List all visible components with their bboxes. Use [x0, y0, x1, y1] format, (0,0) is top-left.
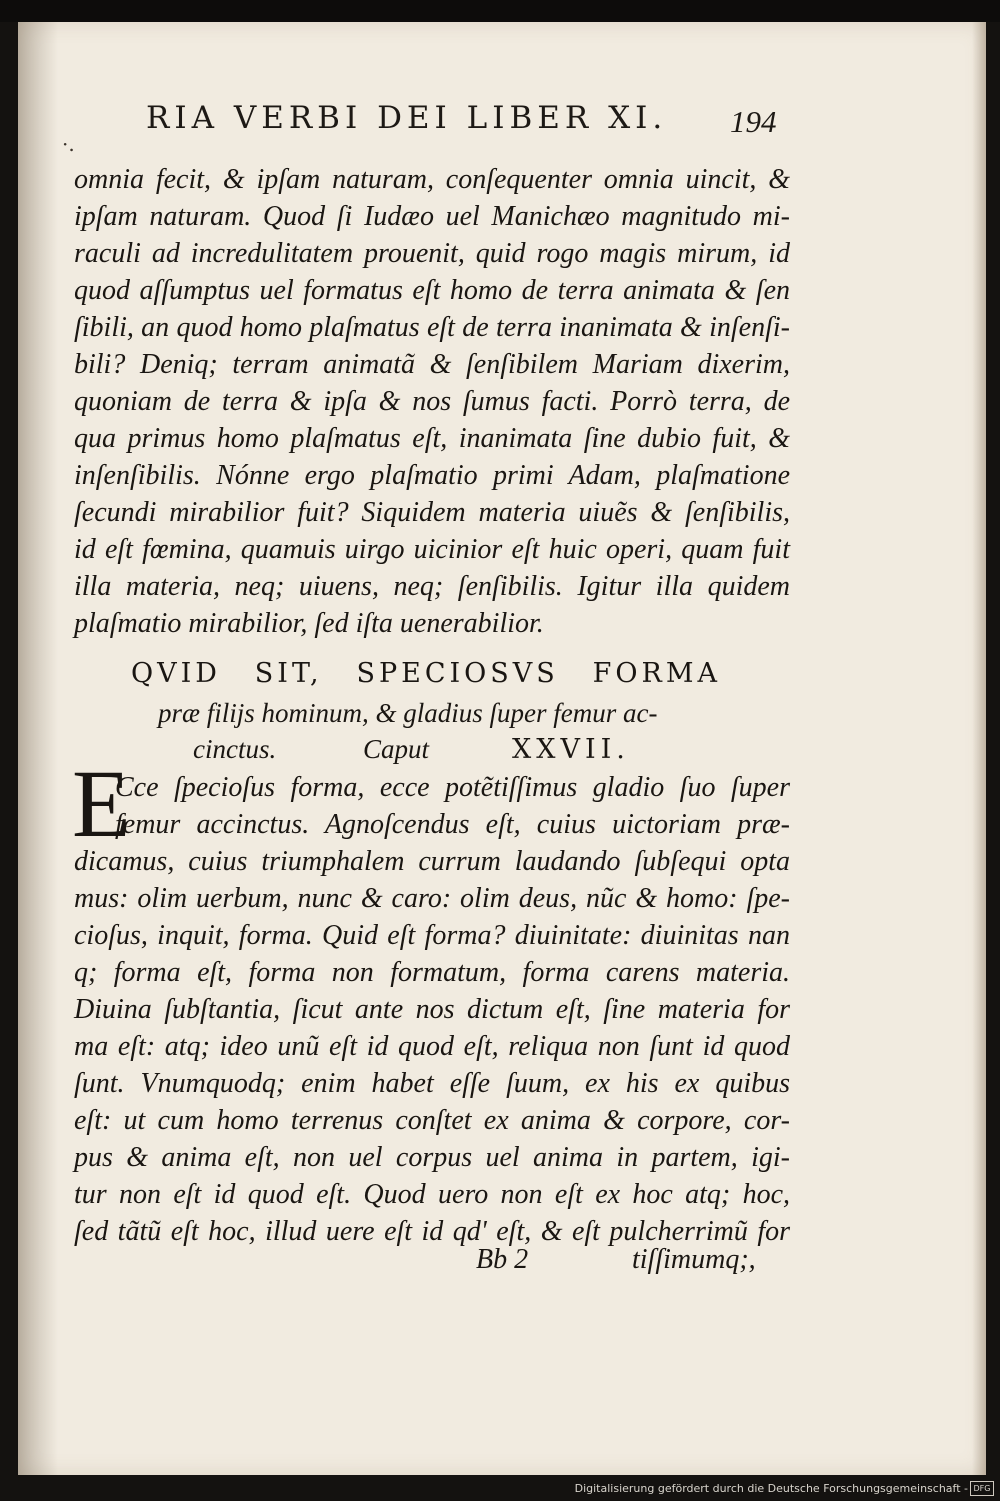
text-line: ſunt. Vnumquodq; enim habet eſſe ſuum, ex his ex quibus: [74, 1068, 790, 1099]
text-line: eſt: ut cum homo terrenus conſtet ex anima & corpore, cor-: [74, 1105, 790, 1136]
text-line: Cce ſpecioſus forma, ecce potẽtiſſimus gladio ſuo ſuper: [115, 772, 790, 803]
signature-mark: Bb 2: [476, 1244, 529, 1275]
margin-mark: ·.: [62, 132, 75, 156]
caput-label: Caput: [363, 734, 430, 764]
text-line: raculi ad incredulitatem prouenit, quid rogo magis mirum, id: [74, 238, 790, 269]
text-line: id eſt fœmina, quamuis uirgo uicinior eſt huic operi, quam fuit: [74, 534, 790, 565]
drop-cap-initial: E: [72, 750, 131, 857]
text-line: ipſam naturam. Quod ſi Iudæo uel Manichæo magnitudo mi-: [74, 201, 790, 232]
text-line: ma eſt: atq; ideo unũ eſt id quod eſt, reliqua non ſunt id quod: [74, 1031, 790, 1062]
chapter-subheading-end: cinctus.: [193, 734, 277, 764]
text-line: inſenſibilis. Nónne ergo plaſmatio primi Adam, plaſmatione: [74, 460, 790, 491]
catchword: tiſſimumq;,: [632, 1244, 756, 1275]
text-line: femur accinctus. Agnoſcendus eſt, cuius uictoriam præ-: [115, 809, 790, 840]
text-line: mus: olim uerbum, nunc & caro: olim deus, nũc & homo: ſpe-: [74, 883, 790, 914]
text-line: ſed tãtũ eſt hoc, illud uere eſt id qd' eſt, & eſt pulcherrimũ for: [74, 1216, 790, 1247]
text-line: ſecundi mirabilior fuit? Siquidem materia uiuẽs & ſenſibilis,: [74, 497, 790, 528]
text-line: pus & anima eſt, non uel corpus uel anima in partem, igi-: [74, 1142, 790, 1173]
text-line: quod aſſumptus uel formatus eſt homo de terra animata & ſen: [74, 275, 790, 306]
text-line: plaſmatio mirabilior, ſed iſta uenerabilior.: [74, 608, 544, 639]
text-line: quoniam de terra & ipſa & nos ſumus facti. Porrò terra, de: [74, 386, 790, 417]
funding-note: Digitalisierung gefördert durch die Deutsche Forschungsgemeinschaft -: [574, 1482, 968, 1495]
dfg-logo[interactable]: DFG: [970, 1481, 994, 1496]
folio-number: 194: [730, 104, 777, 139]
text-line: Diuina ſubſtantia, ſicut ante nos dictum eſt, ſine materia for: [74, 994, 790, 1025]
chapter-subheading: præ filijs hominum, & gladius ſuper femur ac-: [158, 698, 658, 728]
viewer-top-bar: [0, 0, 1000, 22]
text-line: tur non eſt id quod eſt. Quod uero non eſt ex hoc atq; hoc,: [74, 1179, 790, 1210]
text-line: ſibili, an quod homo plaſmatus eſt de terra inanimata & inſenſi-: [74, 312, 790, 343]
text-line: omnia fecit, & ipſam naturam, conſequenter omnia uincit, &: [74, 164, 790, 195]
running-head: [18, 100, 986, 150]
chapter-heading: QVID SIT, SPECIOSVS FORMA: [131, 658, 721, 689]
book-page: [18, 22, 986, 1475]
text-line: dicamus, cuius triumphalem currum laudando ſubſequi opta: [74, 846, 790, 877]
text-line: qua primus homo plaſmatus eſt, inanimata ſine dubio fuit, &: [74, 423, 790, 454]
footer-bar: [0, 1475, 1000, 1501]
running-title: RIA VERBI DEI LIBER XI.: [146, 100, 668, 136]
text-line: cioſus, inquit, forma. Quid eſt forma? diuinitate: diuinitas nan: [74, 920, 790, 951]
chapter-number: XXVII.: [512, 734, 630, 765]
text-line: illa materia, neq; uiuens, neq; ſenſibilis. Igitur illa quidem: [74, 571, 790, 602]
text-line: q; forma eſt, forma non formatum, forma carens materia.: [74, 957, 790, 988]
page-edge-shadow: [972, 22, 986, 1475]
gutter-shadow: [18, 22, 58, 1475]
text-line: bili? Deniq; terram animatã & ſenſibilem Mariam dixerim,: [74, 349, 790, 380]
